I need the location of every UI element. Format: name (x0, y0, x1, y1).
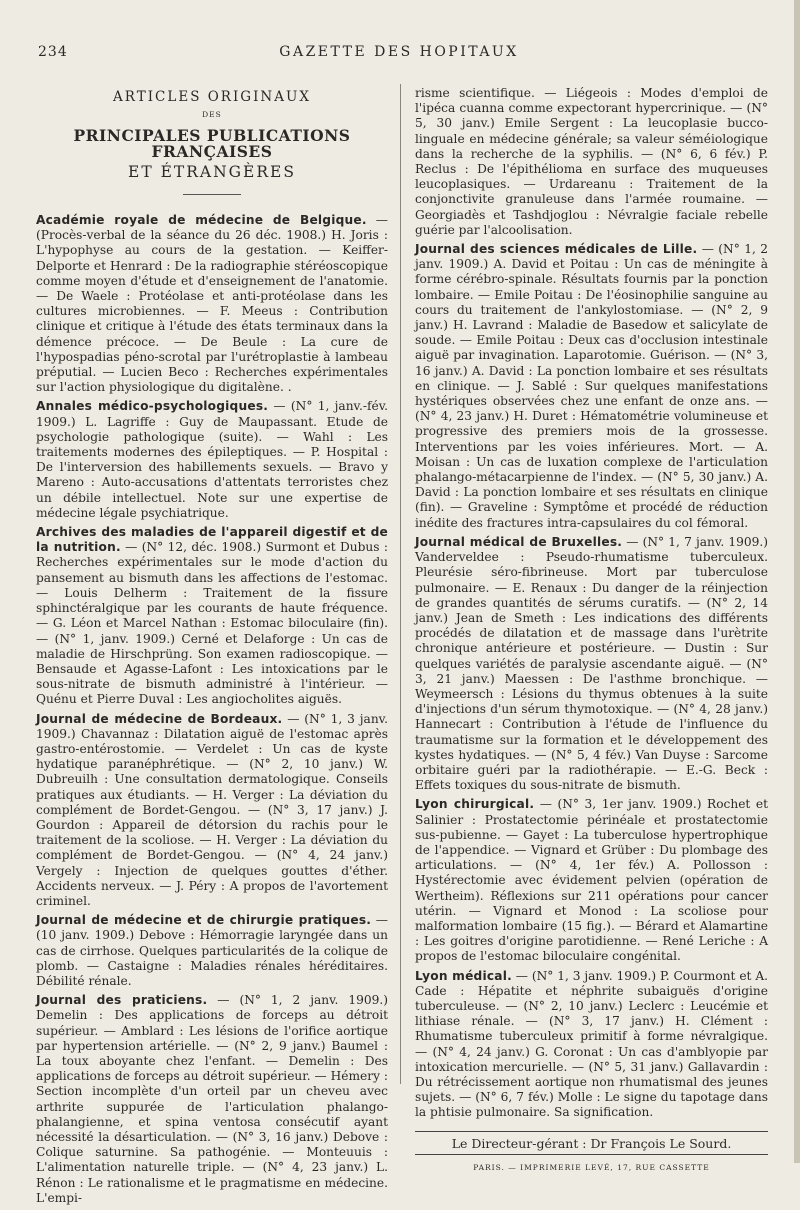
entry-text: — (N° 1, 3 janv. 1909.) P. Courmont et A. Cade : Hépatite et néphrite subaiguës d'origine tuberculeuse. — (N° 2, 10 janv.) Leclerc : Leucémie et lithiase rénale. — (N° 3, 17 janv.) H. Clément : Rhumatisme tuberculeux primitif à forme névralgique. — (N° 4, 24 janv.) G. Coronat : Un cas d'amblyopie par intoxication mercurielle. — (N° 5, 31 janv.) Gallavardin : Du rétrécissement aortique non rhumatismal des jeunes sujets. — (N° 6, 7 fév.) Molle : Le signe du tapotage dans la phtisie pulmonaire. Sa signification. (415, 968, 768, 1120)
heading-line-2: DES (202, 110, 222, 120)
entry-text: — (N° 1, 2 janv. 1909.) Demelin : Des applications de forceps au détroit supérieur. — Amblard : Les lésions de l'orifice aortique par hypertension artérielle. — (N° 2, 9 janv.) Baumel : La toux aboyante chez l'enfant. — Demelin : Des applications de forceps au détroit supérieur. — Hémery : Section incomplète d'un orteil par un cheveu avec arthrite suppurée de l'articulation phalango-phalangienne, et spina ventosa consécutif ayant nécessité la désarticulation. — (N° 3, 16 janv.) Debove : Colique saturnine. Sa pathogénie. — Monteuuis : L'alimentation naturelle triple. — (N° 4, 23 janv.) L. Rénon : Le rationalisme et le pragmatisme en médecine. L'empi- (36, 993, 388, 1205)
journal-entry (36, 913, 388, 989)
journal-entry (415, 969, 768, 1121)
journal-entry (36, 712, 388, 910)
journal-entry (36, 525, 388, 707)
journal-name: Journal des praticiens. (36, 993, 208, 1008)
journal-entry (36, 399, 388, 521)
left-column (36, 86, 388, 1210)
column-divider (400, 84, 401, 1084)
page-edge (794, 0, 800, 1163)
heading-line-3: PRINCIPALES PUBLICATIONS FRANÇAISES (73, 126, 351, 161)
journal-title: GAZETTE DES HOPITAUX (279, 44, 519, 60)
heading-line-4: ET ÉTRANGÈRES (128, 162, 296, 181)
journal-name: Lyon médical. (415, 968, 512, 983)
journal-name: Journal de médecine et de chirurgie pratiques. (36, 913, 372, 928)
heading-rule (183, 194, 241, 195)
journal-entry (415, 797, 768, 964)
journal-name: Journal médical de Bruxelles. (415, 534, 623, 549)
journal-name: Archives des maladies de l'appareil digestif et de la nutrition. (36, 525, 388, 555)
journal-entry (36, 213, 388, 395)
journal-name: Annales médico-psychologiques. (36, 399, 269, 414)
journal-entry (415, 86, 768, 238)
page-header (38, 44, 760, 68)
entry-text: — (N° 1, janv.-fév. 1909.) L. Lagriffe : Guy de Maupassant. Etude de psychologie pathologique (suite). — Wahl : Les traitements modernes des épileptiques. — P. Hospital : De l'interversion des habillements sexuels. — Bravo y Mareno : Auto-accusations d'attentats terroristes chez un débile intellectuel. Note sur une expertise de médecine légale psychiatrique. (36, 399, 389, 520)
entry-text: — (N° 1, 7 janv. 1909.) Vanderveldee : Pseudo-rhumatisme tuberculeux. Pleurésie séro-fibrineuse. Mort par tuberculose pulmonaire. — E. Renaux : Du danger de la réinjection de grandes quantités de sérums curatifs. — (N° 2, 14 janv.) Jean de Smeth : Les indications des différents procédés de dilatation et de massage dans l'urètrite chronique antérieure et postérieure. — Dustin : Sur quelques variétés de paralysie ascendante aiguë. — (N° 3, 21 janv.) Maessen : De l'asthme bronchique. — Weymeersch : Lésions du thymus obtenues à la suite d'injections d'un sérum thymotoxique. — (N° 4, 28 janv.) Hannecart : Contribution à l'étude de l'influence du traumatisme sur la formation et le développement des kystes hydatiques. — (N° 5, 4 fév.) Van Duyse : Sarcome orbitaire guéri par la radiothérapie. — E.-G. Beck : Effets toxiques du sous-nitrate de bismuth. (415, 534, 768, 793)
article-heading (36, 90, 388, 180)
right-column (415, 86, 768, 1175)
journal-name: Lyon chirurgical. (415, 797, 535, 812)
page-number: 234 (38, 44, 68, 60)
entry-text: — (Procès-verbal de la séance du 26 déc. 1908.) H. Joris : L'hypophyse au cours de la gestation. — Keiffer-Delporte et Henrard : De la radiographie stéréoscopique comme moyen d'étude et d'enseignement de l'anatomie. — De Waele : Protéolase et anti-protéolase dans les cultures microbiennes. — F. Meeus : Contribution clinique et critique à l'étude des états terminaux dans la démence précoce. — De Beule : La cure de l'hypospadias péno-scrotal par l'urétroplastie à lambeau préputial. — Lucien Beco : Recherches expérimentales sur l'action physiologique du digitalène. . (36, 213, 388, 395)
entry-text: — (N° 3, 1er janv. 1909.) Rochet et Salinier : Prostatectomie périnéale et prostatectomie sus-pubienne. — Gayet : La tuberculose hypertrophique de l'appendice. — Vignard et Grüber : Du plombage des articulations. — (N° 4, 1er fév.) A. Pollosson : Hystérectomie avec évidement pelvien (opération de Wertheim). Réflexions sur 211 opérations pour cancer utérin. — Vignard et Monod : La scoliose pour malformation lombaire (15 fig.). — Bérard et Alamartine : Les goitres d'origine parotidienne. — René Leriche : A propos de l'estomac biloculaire congénital. (415, 797, 768, 964)
entry-text: — (10 janv. 1909.) Debove : Hémorragie laryngée dans un cas de cirrhose. Quelques particularités de la colique de plomb. — Castaigne : Maladies rénales héréditaires. Débilité rénale. (36, 913, 388, 988)
entry-text: — (N° 1, 2 janv. 1909.) A. David et Poitau : Un cas de méningite à forme cérébro-spinale. Résultats fournis par la ponction lombaire. — Emile Poitau : De l'éosinophilie sanguine au cours du traitement de l'ankylostomiase. — (N° 2, 9 janv.) H. Lavrand : Maladie de Basedow et salicylate de soude. — Emile Poitau : Deux cas d'occlusion intestinale aiguë par invagination. Laparotomie. Guérison. — (N° 3, 16 janv.) A. David : La ponction lombaire et ses résultats en clinique. — J. Sablé : Sur quelques manifestations hystériques observées chez une enfant de onze ans. — (N° 4, 23 janv.) H. Duret : Hématométrie volumineuse et progressive des premiers mois de la grossesse. Interventions par les voies inférieures. Mort. — A. Moisan : Un cas de luxation complexe de l'articulation phalango-métacarpienne de l'index. — (N° 5, 30 janv.) A. David : La ponction lombaire et ses résultats en clinique (fin). — Graveline : Symptôme et procédé de réduction inédite des fractures intra-capsulaires du col fémoral. (415, 242, 768, 530)
journal-entry (415, 535, 768, 793)
journal-name: Académie royale de médecine de Belgique. (36, 213, 367, 228)
footer (415, 1131, 768, 1175)
entry-text: risme scientifique. — Liégeois : Modes d'emploi de l'ipéca cuanna comme expectorant hypercrinique. — (N° 5, 30 janv.) Emile Sergent : La leucoplasie bucco-linguale en médecine générale; sa valeur séméiologique dans la recherche de la syphilis. — (N° 6, 6 fév.) P. Reclus : De l'épithélioma en surface des muqueuses leucoplasiques. — Urdareanu : Traitement de la conjonctivite granuleuse dans l'armée roumaine. — Georgiadès et Tashdjoglou : Névralgie faciale rebelle guérie par l'alcoolisation. (415, 86, 768, 237)
journal-entry (415, 242, 768, 531)
entry-text: — (N° 1, 3 janv. 1909.) Chavannaz : Dilatation aiguë de l'estomac après gastro-entérostomie. — Verdelet : Un cas de kyste hydatique paranéphrétique. — (N° 2, 10 janv.) W. Dubreuilh : Une consultation dermatologique. Conseils pratiques aux étudiants. — H. Verger : La déviation du complément de Bordet-Gengou. — (N° 3, 17 janv.) J. Gourdon : Appareil de détorsion du rachis pour le traitement de la scoliose. — H. Verger : La déviation du complément de Bordet-Gengou. — (N° 4, 24 janv.) Vergely : Injection de quelques gouttes d'éther. Accidents nerveux. — J. Péry : A propos de l'avortement criminel. (36, 711, 388, 908)
director-signature: Le Directeur-gérant : Dr François Le Sourd. (451, 1135, 732, 1151)
footer-rule (415, 1154, 768, 1155)
journal-name: Journal de médecine de Bordeaux. (36, 711, 283, 726)
journal-name: Journal des sciences médicales de Lille. (415, 242, 698, 257)
journal-entry (36, 993, 388, 1206)
entry-text: — (N° 12, déc. 1908.) Surmont et Dubus : Recherches expérimentales sur le mode d'action du pansement au bismuth dans les affections de l'estomac. — Louis Delherm : Traitement de la fissure sphinctéralgique par les courants de haute fréquence. — G. Léon et Marcel Nathan : Estomac biloculaire (fin). — (N° 1, janv. 1909.) Cerné et Delaforge : Un cas de maladie de Hirschprüng. Son examen radioscopique. — Bensaude et Agasse-Lafont : Les intoxications par le sous-nitrate de bismuth administré à l'intérieur. — Quénu et Pierre Duval : Les angiocholites aiguës. (36, 540, 388, 707)
heading-line-1: ARTICLES ORIGINAUX (113, 89, 311, 105)
printer-imprint: PARIS. — IMPRIMERIE LEVÉ, 17, RUE CASSETTE (473, 1162, 710, 1172)
